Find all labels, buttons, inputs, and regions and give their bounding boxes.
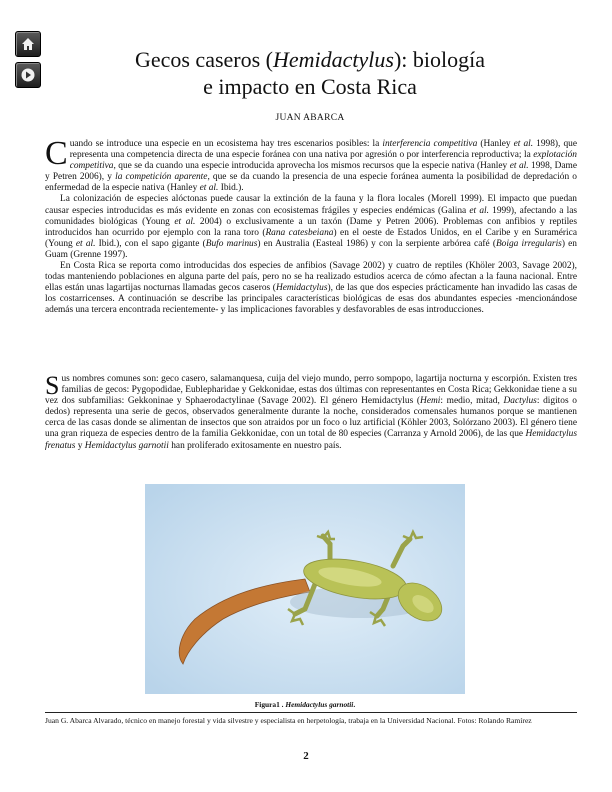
next-page-button[interactable]: [15, 62, 41, 88]
names-section: [45, 371, 577, 452]
article-title: Gecos caseros (Hemidactylus): biología e impacto en Costa Rica: [134, 47, 486, 99]
figure-caption: Figura1 . Hemidactylus garnotii.: [254, 700, 356, 709]
paragraph-1: Cuando se introduce una especie en un ecosistema hay tres escenarios posibles: la interferencia competitiva (Hanley et al. 1998), que representa una competencia directa de una especie foránea con una nativa por agresión o por interferencia reproductiva; la explotación competitiva, que se da cuando una especie introducida aprovecha los mismos recursos que la especie nativa (Hanley et al. 1998, Dame y Petren 2006), y la competición aparente, que se da cuando la presencia de una especie foránea aumenta la posibilidad de depredación o enfermedad de la especie nativa (Hanley et al. Ibid.).: [45, 135, 577, 194]
author-footnote: Juan G. Abarca Alvarado, técnico en manejo forestal y vida silvestre y especialista en herpetología, trabaja en la Universidad Nacional. Fotos: Rolando Ramírez: [45, 716, 532, 725]
next-page-icon: [20, 67, 36, 83]
author-name: JUAN ABARCA: [275, 113, 345, 123]
page-number: 2: [303, 750, 309, 762]
footnote-divider: [45, 712, 577, 713]
paragraph-3: En Costa Rica se reporta como introducidas dos especies de anfibios (Savage 2002) y cuatro de reptiles (Khöler 2003, Savage 2002), todas manteniendo poblaciones en alguna parte del país, pero no se ha realizado estudios acerca de cómo afectan a la fauna nacional. Entre ellas están unas lagartijas nocturnas llamadas gecos caseros (Hemidactylus), de las que dos especies prácticamente han invadido las casas de los costarricenses. A continuación se describe las principales características biológicas de esas dos abundantes especies -mencionándose además una tercera encontrada recientemente- y las implicaciones favorables y desfavorables de esas introducciones.: [45, 261, 578, 316]
paragraph-2: La colonización de especies alóctonas puede causar la extinción de la fauna y la flora locales (Morell 1999). El impacto que puedan causar especies introducidas es más evidente en zonas con ecosistemas frágiles y especies endémicas (Galina et al. 1999), afectando a las comunidades biológicas (Young et al. 2004) o exclusivamente a un taxón (Dame y Petren 2006). Problemas con anfibios y reptiles introducidos han ocurrido por ejemplo con la rana toro (Rana catesbeiana) en el oeste de Estados Unidos, en el Caribe y en Suramérica (Young et al. Ibid.), con el sapo gigante (Bufo marinus) en Australia (Easteal 1986) y con la serpiente arbórea café (Boiga irregularis) en Guam (Grenne 1997).: [45, 194, 577, 260]
gecko-photo: [145, 484, 465, 694]
drop-cap: C: [45, 135, 68, 172]
intro-section: [45, 135, 578, 317]
paragraph-4: Sus nombres comunes son: geco casero, salamanquesa, cuija del viejo mundo, perro sompopo, lagartija nocturna y escorpión. Existen tres familias de gecos: Pygopodidae, Eublepharidae y Gekkonidae, estas dos últimas con representantes en Costa Rica; Gekkonidae tiene a su vez dos subfamilias: Gekkoninae y Sphaerodactylinae (Savage 2002). El género Hemidactylus (Hemi: medio, mitad, Dactylus: digitos o dedos) representa una serie de gecos, observados generalmente durante la noche, considerados comensales humanos porque se mantienen cerca de las casas donde se alimentan de insectos que son atraidos por un foco o luz artificial (Köhler 2003, Solórzano 2003). El género tiene una gran riqueza de especies dentro de la familia Gekkonidae, con un total de 80 especies (Carranza y Arnold 2006), de las que Hemidactylus frenatus y Hemidactylus garnotii han proliferado exitosamente en nuestro país.: [45, 371, 577, 451]
home-icon: [20, 36, 36, 52]
home-button[interactable]: [15, 31, 41, 57]
drop-cap: S: [45, 371, 60, 400]
